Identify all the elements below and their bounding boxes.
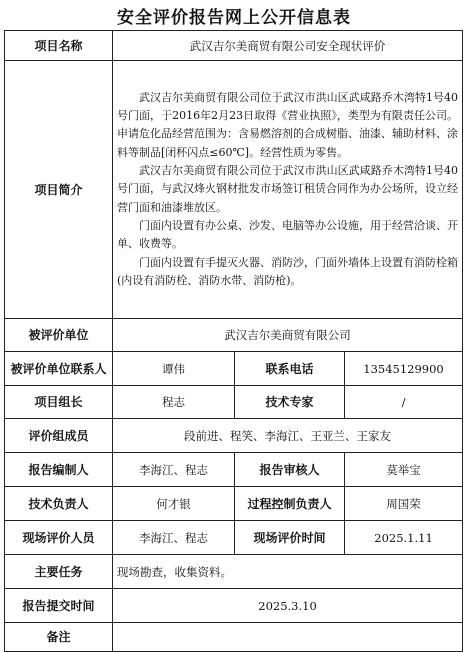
row-project-intro	[5, 61, 463, 319]
label-process-control-lead: 过程控制负责人	[235, 487, 345, 521]
intro-paragraph: 武汉吉尔美商贸有限公司位于武汉市洪山区武咸路乔木湾特1号40号门面，与武汉烽火钢材批发市场签订租赁合同作为办公场所，设立经营门面和油漆堆放区。	[117, 164, 459, 214]
label-project-intro: 项目简介	[5, 61, 113, 319]
intro-paragraph: 门面内设置有手提灭火器、消防沙，门面外墙体上设置有消防栓箱(内设有消防栓、消防水带、消防枪)。	[117, 255, 459, 287]
value-remarks	[113, 623, 463, 652]
value-phone: 13545129900	[345, 352, 463, 386]
label-project-name: 项目名称	[5, 31, 113, 61]
row-remarks	[5, 623, 463, 652]
label-remarks: 备注	[5, 623, 113, 652]
intro-paragraph: 武汉吉尔美商贸有限公司位于武汉市洪山区武咸路乔木湾特1号40号门面，于2016年2月23日取得《营业执照》，类型为有限责任公司。申请危化品经营范围为：含易燃溶剂的合成树脂、油漆、辅助材料、涂料等制品[闭杯闪点≤60℃]。经营性质为零售。	[117, 90, 459, 159]
label-tech-lead: 技术负责人	[5, 487, 113, 521]
info-table	[4, 30, 463, 652]
label-site-eval-time: 现场评价时间	[235, 521, 345, 555]
value-project-intro	[113, 61, 463, 319]
label-phone: 联系电话	[235, 352, 345, 386]
label-report-reviewer: 报告审核人	[235, 453, 345, 487]
value-site-evaluators: 李海江、程志	[113, 521, 235, 555]
value-tech-expert: /	[345, 386, 463, 419]
label-submit-time: 报告提交时间	[5, 589, 113, 623]
label-evaluated-unit: 被评价单位	[5, 319, 113, 352]
label-team-leader: 项目组长	[5, 386, 113, 419]
value-process-control-lead: 周国荣	[345, 487, 463, 521]
row-evaluated-unit	[5, 319, 463, 352]
value-report-reviewer: 莫举宝	[345, 453, 463, 487]
label-site-evaluators: 现场评价人员	[5, 521, 113, 555]
label-main-tasks: 主要任务	[5, 555, 113, 589]
label-contact: 被评价单位联系人	[5, 352, 113, 386]
value-tech-lead: 何才银	[113, 487, 235, 521]
row-report-author	[5, 453, 463, 487]
value-submit-time: 2025.3.10	[113, 589, 463, 623]
value-contact: 谭伟	[113, 352, 235, 386]
label-report-author: 报告编制人	[5, 453, 113, 487]
row-contact	[5, 352, 463, 386]
row-site-evaluators	[5, 521, 463, 555]
label-team-members: 评价组成员	[5, 419, 113, 453]
row-main-tasks	[5, 555, 463, 589]
row-team-members	[5, 419, 463, 453]
label-tech-expert: 技术专家	[235, 386, 345, 419]
intro-paragraph: 门面内设置有办公桌、沙发、电脑等办公设施，用于经营洽谈、开单、收费等。	[117, 218, 459, 251]
page-title: 安全评价报告网上公开信息表	[117, 8, 351, 28]
row-submit-time	[5, 589, 463, 623]
row-tech-lead	[5, 487, 463, 521]
row-project-name	[5, 31, 463, 61]
value-site-eval-time: 2025.1.11	[345, 521, 463, 555]
value-report-author: 李海江、程志	[113, 453, 235, 487]
value-team-members: 段前进、程笑、李海江、王亚兰、王家友	[113, 419, 463, 453]
row-team-leader	[5, 386, 463, 419]
value-project-name: 武汉吉尔美商贸有限公司安全现状评价	[113, 31, 463, 61]
value-main-tasks: 现场勘查，收集资料。	[113, 555, 463, 589]
value-evaluated-unit: 武汉吉尔美商贸有限公司	[113, 319, 463, 352]
value-team-leader: 程志	[113, 386, 235, 419]
